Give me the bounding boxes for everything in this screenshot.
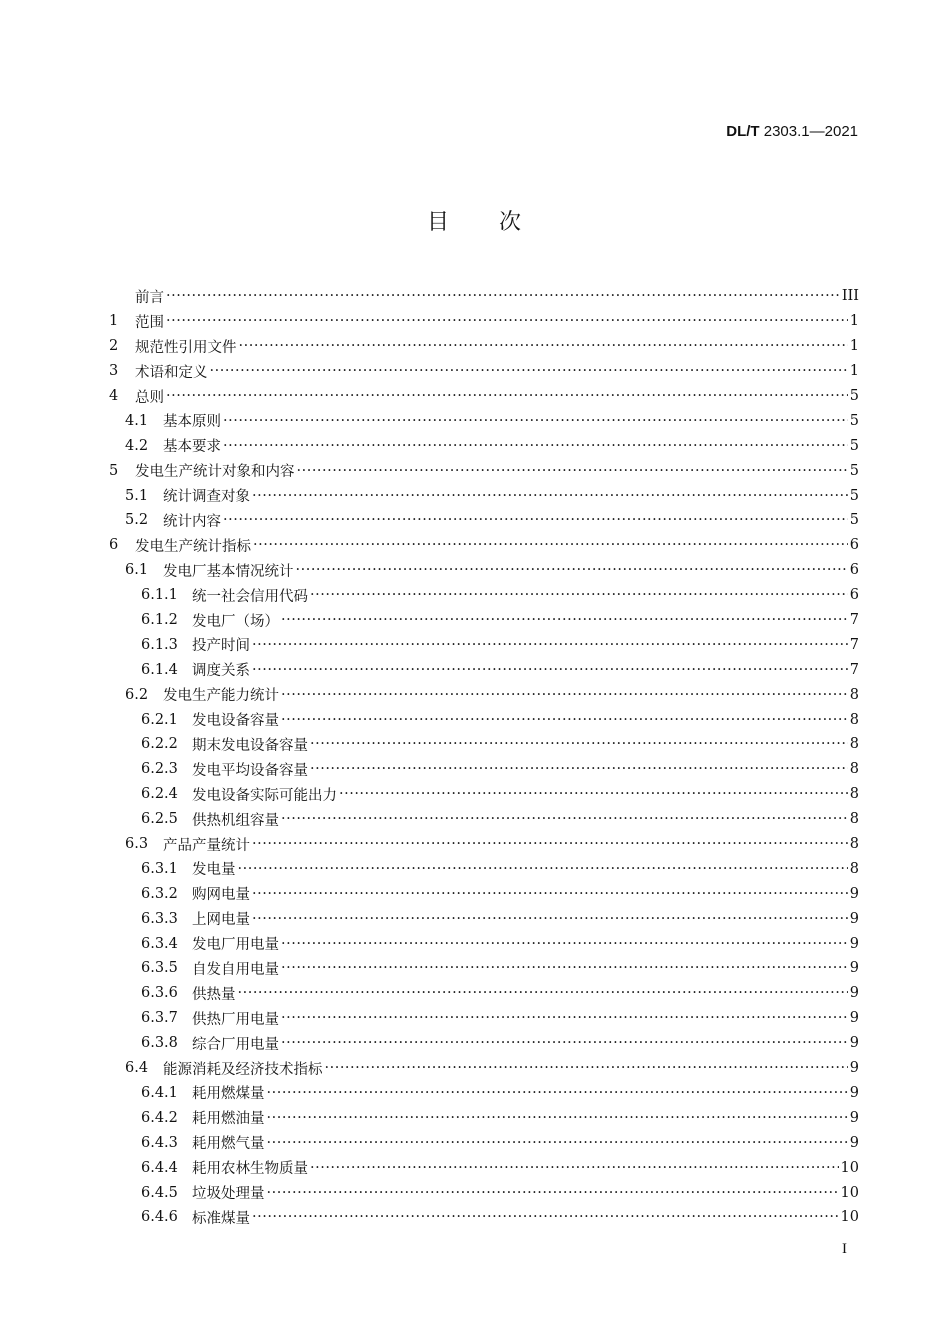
toc-entry-number: 6 xyxy=(109,537,119,554)
toc-entry-title: 基本原则 xyxy=(163,414,221,431)
toc-entry-number: 6.4.2 xyxy=(141,1109,178,1126)
toc-entry-title: 发电生产统计指标 xyxy=(135,538,251,555)
toc-entry-title: 供热机组容量 xyxy=(192,812,279,829)
toc-dot-leader xyxy=(325,1060,848,1076)
toc-entry-number: 6.1.2 xyxy=(141,612,178,629)
toc-dot-leader xyxy=(210,363,848,379)
toc-entry-page: 9 xyxy=(849,960,859,977)
toc-entry-title: 发电厂用电量 xyxy=(192,937,279,954)
toc-entry-title: 统计调查对象 xyxy=(163,489,250,506)
toc-entry-number: 1 xyxy=(109,313,119,330)
toc-dot-leader xyxy=(252,488,848,504)
toc-entry-number: 6.4 xyxy=(125,1060,149,1077)
toc-entry-number: 6.2.5 xyxy=(141,811,178,828)
toc-entry-page: 8 xyxy=(849,761,859,778)
toc-entry-title: 前言 xyxy=(135,289,164,306)
toc-entry-page: 6 xyxy=(849,537,859,554)
toc-entry-number: 5 xyxy=(109,462,119,479)
toc-entry-title: 上网电量 xyxy=(192,912,250,929)
toc-entry-title: 垃圾处理量 xyxy=(192,1186,265,1202)
toc-entry[interactable] xyxy=(109,1180,859,1205)
toc-entry-page: 1 xyxy=(849,338,859,355)
toc-entry[interactable] xyxy=(109,906,859,931)
toc-entry-title: 产品产量统计 xyxy=(163,837,250,854)
toc-entry-title: 基本要求 xyxy=(163,439,221,456)
toc-entry[interactable] xyxy=(109,757,859,782)
toc-entry-number: 6.2.4 xyxy=(141,786,178,803)
toc-entry-number: 6.2.1 xyxy=(141,711,178,728)
toc-entry-title: 调度关系 xyxy=(192,663,250,680)
toc-entry-page: 9 xyxy=(849,910,859,927)
toc-entry-number: 6.2 xyxy=(125,686,149,703)
toc-entry-page: 1 xyxy=(849,363,859,380)
toc-dot-leader xyxy=(281,960,848,976)
toc-entry[interactable] xyxy=(109,508,859,533)
toc-entry[interactable] xyxy=(109,309,859,334)
toc-entry-page: 5 xyxy=(849,388,859,404)
toc-entry-page: 5 xyxy=(849,412,859,429)
toc-entry-title: 术语和定义 xyxy=(135,364,208,381)
toc-entry[interactable] xyxy=(109,1006,859,1031)
toc-entry-title: 总则 xyxy=(135,389,164,406)
toc-dot-leader xyxy=(310,736,848,752)
toc-dot-leader xyxy=(281,687,848,703)
toc-entry-page: 5 xyxy=(849,487,859,504)
toc-entry[interactable] xyxy=(109,483,859,508)
toc-entry-number: 6.3 xyxy=(125,836,149,853)
toc-entry[interactable] xyxy=(109,408,859,433)
toc-entry-title: 发电厂（场） xyxy=(192,613,279,630)
toc-entry-title: 耗用燃气量 xyxy=(192,1136,265,1153)
toc-entry-number: 6.2.3 xyxy=(141,761,178,778)
toc-dot-leader xyxy=(223,413,848,429)
toc-entry-page: 9 xyxy=(849,1060,859,1077)
toc-entry[interactable] xyxy=(109,608,859,633)
toc-entry-page: 9 xyxy=(849,1109,859,1126)
toc-entry-number: 2 xyxy=(109,338,119,355)
toc-entry-title: 发电设备实际可能出力 xyxy=(192,787,337,804)
toc-entry-title: 规范性引用文件 xyxy=(135,339,237,356)
toc-entry-number: 5.1 xyxy=(125,487,149,504)
toc-entry-page: 5 xyxy=(849,437,859,454)
toc-entry-number: 6.1.4 xyxy=(141,661,178,678)
toc-dot-leader xyxy=(223,438,848,454)
toc-entry-number: 6.4.5 xyxy=(141,1184,178,1201)
toc-entry-title: 供热厂用电量 xyxy=(192,1011,279,1028)
toc-entry-number: 6.3.5 xyxy=(141,960,178,977)
toc-entry-title: 发电生产能力统计 xyxy=(163,688,279,705)
toc-entry-title: 发电设备容量 xyxy=(192,713,279,730)
toc-entry-number: 3 xyxy=(109,363,119,380)
toc-dot-leader xyxy=(281,1035,848,1051)
toc-entry-number: 6.3.1 xyxy=(141,860,178,877)
toc-entry[interactable] xyxy=(109,782,859,807)
toc-dot-leader xyxy=(252,1209,839,1225)
toc-entry-number: 4.2 xyxy=(125,437,149,454)
toc-dot-leader xyxy=(223,512,848,528)
toc-entry-title: 发电厂基本情况统计 xyxy=(163,563,294,580)
toc-entry-page: 9 xyxy=(849,885,859,902)
toc-entry[interactable] xyxy=(109,881,859,906)
toc-dot-leader xyxy=(281,1010,848,1026)
toc-entry-number: 6.3.2 xyxy=(141,885,178,902)
toc-entry-title: 发电生产统计对象和内容 xyxy=(135,464,295,481)
toc-dot-leader xyxy=(310,1160,839,1176)
toc-entry[interactable] xyxy=(109,981,859,1006)
toc-entry-page: 9 xyxy=(849,1035,859,1052)
toc-entry-title: 供热量 xyxy=(192,986,236,1003)
toc-entry-number: 6.2.2 xyxy=(141,736,178,753)
toc-dot-leader xyxy=(252,886,848,902)
toc-entry-page: 8 xyxy=(849,836,859,853)
toc-entry[interactable] xyxy=(109,458,859,483)
toc-dot-leader xyxy=(252,637,848,653)
toc-entry[interactable] xyxy=(109,384,859,409)
toc-dot-leader xyxy=(281,811,848,827)
toc-entry-page: 5 xyxy=(849,512,859,529)
toc-entry[interactable] xyxy=(109,1205,859,1230)
toc-entry-number: 6.3.8 xyxy=(141,1035,178,1052)
document-code xyxy=(726,123,858,140)
toc-entry[interactable] xyxy=(109,1155,859,1180)
toc-entry-page: 7 xyxy=(849,612,859,629)
toc-entry[interactable] xyxy=(109,832,859,857)
toc-entry-page: 10 xyxy=(840,1159,859,1176)
toc-entry[interactable] xyxy=(109,856,859,881)
toc-entry[interactable] xyxy=(109,707,859,732)
toc-dot-leader xyxy=(252,911,848,927)
toc-entry[interactable] xyxy=(109,533,859,558)
toc-entry[interactable] xyxy=(109,732,859,757)
toc-entry[interactable] xyxy=(109,1130,859,1155)
toc-entry[interactable] xyxy=(109,334,859,359)
toc-dot-leader xyxy=(267,1085,848,1101)
toc-dot-leader xyxy=(252,836,848,852)
toc-entry-title: 投产时间 xyxy=(192,638,250,655)
toc-dot-leader xyxy=(281,936,848,952)
toc-entry[interactable] xyxy=(109,433,859,458)
toc-entry[interactable] xyxy=(109,956,859,981)
toc-entry[interactable] xyxy=(109,583,859,608)
toc-dot-leader xyxy=(339,786,848,802)
toc-entry-page: 7 xyxy=(849,636,859,653)
toc-dot-leader xyxy=(310,761,848,777)
toc-entry[interactable] xyxy=(109,632,859,657)
toc-entry-number: 6.1.1 xyxy=(141,587,178,604)
toc-entry[interactable] xyxy=(109,359,859,384)
toc-entry-number: 6.4.4 xyxy=(141,1159,178,1176)
toc-entry-title: 范围 xyxy=(135,314,164,331)
toc-dot-leader xyxy=(239,338,848,354)
toc-dot-leader xyxy=(267,1135,848,1151)
toc-entry-title: 发电量 xyxy=(192,862,236,879)
toc-dot-leader xyxy=(267,1110,848,1126)
toc-entry-title: 耗用农林生物质量 xyxy=(192,1161,308,1178)
toc-entry-number: 6.3.6 xyxy=(141,985,178,1002)
toc-entry-page: 8 xyxy=(849,860,859,877)
toc-dot-leader xyxy=(252,662,848,678)
toc-entry-number: 6.1 xyxy=(125,562,149,579)
toc-entry-title: 期末发电设备容量 xyxy=(192,737,308,754)
toc-entry-number: 6.3.7 xyxy=(141,1010,178,1027)
toc-entry-page: 9 xyxy=(849,935,859,952)
toc-entry[interactable] xyxy=(109,1031,859,1056)
toc-dot-leader xyxy=(281,612,848,628)
toc-entry-number: 6.1.3 xyxy=(141,636,178,653)
toc-entry-title: 能源消耗及经济技术指标 xyxy=(163,1061,323,1078)
toc-entry-page: 5 xyxy=(849,462,859,479)
toc-entry-number: 6.3.4 xyxy=(141,935,178,952)
toc-dot-leader xyxy=(297,463,848,479)
toc-entry-page: 10 xyxy=(840,1184,859,1201)
toc-entry-number: 4 xyxy=(109,388,119,404)
toc-dot-leader xyxy=(166,313,848,329)
toc-entry-number: 6.4.6 xyxy=(141,1209,178,1226)
toc-entry-page: 6 xyxy=(849,587,859,604)
toc-dot-leader xyxy=(238,861,848,877)
toc-entry[interactable] xyxy=(109,1105,859,1130)
toc-entry-page: 8 xyxy=(849,786,859,803)
toc-entry-page: 8 xyxy=(849,711,859,728)
toc-entry-title: 耗用燃煤量 xyxy=(192,1086,265,1103)
toc-entry-page: 9 xyxy=(849,1134,859,1151)
toc-entry[interactable] xyxy=(109,682,859,707)
toc-entry-title: 标准煤量 xyxy=(192,1210,250,1227)
toc-dot-leader xyxy=(253,537,848,553)
toc-entry-title: 发电平均设备容量 xyxy=(192,762,308,779)
toc-entry-page: 7 xyxy=(849,661,859,678)
toc-entry-page: 9 xyxy=(849,985,859,1002)
toc-entry-page: 8 xyxy=(849,686,859,703)
toc-entry-page: 10 xyxy=(840,1209,859,1226)
toc-entry-title: 耗用燃油量 xyxy=(192,1111,265,1128)
toc-entry-title: 统一社会信用代码 xyxy=(192,588,308,605)
toc-entry[interactable] xyxy=(109,284,859,309)
toc-entry-number: 6.3.3 xyxy=(141,910,178,927)
page-number: I xyxy=(842,1241,847,1257)
toc-entry-page: III xyxy=(841,288,859,305)
document-code-number: 2303.1—2021 xyxy=(763,123,858,140)
toc-entry-page: 9 xyxy=(849,1010,859,1027)
table-of-contents xyxy=(109,284,859,1230)
toc-entry[interactable] xyxy=(109,558,859,583)
toc-entry-title: 统计内容 xyxy=(163,513,221,530)
toc-dot-leader xyxy=(166,388,848,404)
toc-entry-number: 4.1 xyxy=(125,412,149,429)
toc-entry-title: 自发自用电量 xyxy=(192,961,279,978)
toc-dot-leader xyxy=(238,985,848,1001)
toc-entry[interactable] xyxy=(109,1056,859,1081)
toc-entry-page: 8 xyxy=(849,811,859,828)
toc-entry-title: 购网电量 xyxy=(192,887,250,904)
toc-entry-page: 6 xyxy=(849,562,859,579)
toc-entry-page: 1 xyxy=(849,313,859,330)
toc-dot-leader xyxy=(267,1185,839,1201)
toc-dot-leader xyxy=(296,562,848,578)
document-code-prefix: DL/T xyxy=(726,123,760,140)
toc-entry[interactable] xyxy=(109,807,859,832)
toc-entry[interactable] xyxy=(109,657,859,682)
toc-entry-number: 6.4.3 xyxy=(141,1134,178,1151)
page-title: 目 次 xyxy=(426,210,523,235)
toc-entry-number: 5.2 xyxy=(125,512,149,529)
toc-entry-page: 8 xyxy=(849,736,859,753)
toc-dot-leader xyxy=(166,288,840,304)
toc-entry[interactable] xyxy=(109,931,859,956)
toc-dot-leader xyxy=(281,712,848,728)
toc-entry-page: 9 xyxy=(849,1084,859,1101)
toc-dot-leader xyxy=(310,587,848,603)
toc-entry[interactable] xyxy=(109,1081,859,1106)
toc-entry-number: 6.4.1 xyxy=(141,1084,178,1101)
toc-entry-title: 综合厂用电量 xyxy=(192,1036,279,1053)
